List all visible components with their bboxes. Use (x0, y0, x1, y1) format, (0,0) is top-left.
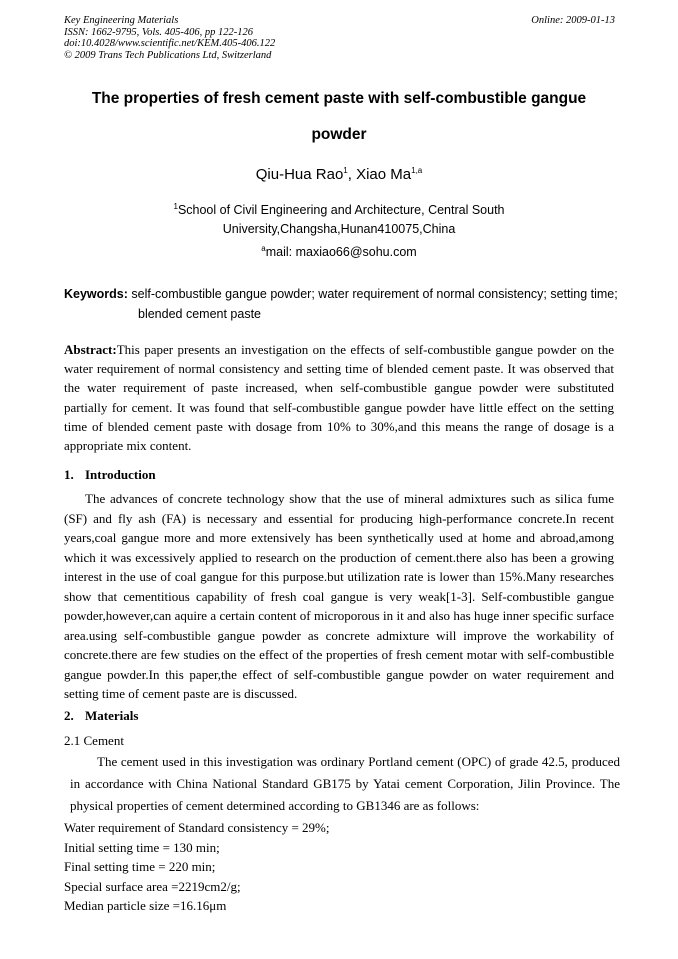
subsection-cement-heading: 2.1 Cement (64, 733, 124, 748)
property-item: Initial setting time = 130 min; (64, 839, 220, 855)
property-item: Final setting time = 220 min; (64, 859, 216, 874)
section-2-number: 2. (64, 708, 74, 723)
doi: doi:10.4028/www.scientific.net/KEM.405-406.122 (64, 38, 276, 49)
email-sup: a (261, 243, 266, 253)
online-date: Online: 2009-01-13 (531, 15, 615, 26)
cement-text: The cement used in this investigation was ordinary Portland cement (OPC) of grade 42.5, produced in accordance with China National Standard GB175 by Yatai cement Corporation, Jilin Province. The physical properties of cement determined according to GB1346 are as follows: (70, 754, 620, 813)
author-2-affil: 1,a (411, 166, 423, 175)
issn: ISSN: 1662-9795, Vols. 405-406, pp 122-126 (64, 26, 253, 38)
authors (60, 166, 618, 183)
journal-name: Key Engineering Materials (64, 15, 179, 26)
introduction-paragraph: The advances of concrete technology show that the use of mineral admixtures such as silica fume (SF) and fly ash (FA) is necessary and essential for producing high-performance concrete.In recent years,coal gangue more and more extensively has been synthetically used at home and abroad,among which it was excessively applied to research on the production of cement.there also has been a growing interest in the use of coal gangue for this purpose.but utilization rate is lower than 15%.Many researches show that cementitious capability of fresh coal gangue is very weak[1-3]. Self-combustible gangue powder,however,can aquire a certain content of microporous in it and also has huge inner specific surface area.using self-combustible gangue powder as concrete admixture will improve the workability of concrete.there are few studies on the effect of the properties of fresh cement motar with self-combustible gangue powder.In this paper,the effect of self-combustible gangue powder on water requirement and setting time of cement paste are is discussed. (64, 491, 614, 701)
paper-title-line2: powder (311, 126, 367, 143)
section-1-title: Introduction (85, 467, 156, 482)
property-item: Water requirement of Standard consistency = 29%; (64, 820, 330, 835)
keywords-line1: self-combustible gangue powder; water requirement of normal consistency; setting time; (127, 287, 618, 301)
journal-header (64, 15, 275, 61)
abstract (64, 340, 614, 455)
cement-paragraph (64, 751, 620, 817)
section-2-heading (64, 708, 138, 724)
copyright: © 2009 Trans Tech Publications Ltd, Switzerland (64, 49, 272, 61)
affiliation-line2: University,Changsha,Hunan410075,China (222, 222, 456, 236)
keywords-line2: blended cement paste (138, 307, 262, 321)
affiliation (60, 201, 618, 239)
author-separator: , (347, 166, 357, 183)
cement-properties-list (64, 818, 329, 916)
abstract-label: Abstract: (64, 342, 117, 357)
abstract-text: This paper presents an investigation on the effects of self-combustible gangue powder on the water requirement of normal consistency and setting time of blended cement paste. It was observed that the water requirement of paste increased, when self-combustible gangue powder were substituted partially for cement. It was found that self-combustible gangue powder have little effect on the setting time of blended cement paste with dosage from 10% to 30%,and this means the range of dosage is a appropriate mix content. (64, 342, 614, 454)
property-item: Median particle size =16.16μm (64, 898, 227, 913)
author-1-affil: 1 (343, 166, 348, 175)
affiliation-line1: School of Civil Engineering and Architecture, Central South (177, 203, 505, 217)
author-2: Xiao Ma (356, 166, 412, 183)
section-1-heading (64, 467, 156, 483)
email (60, 243, 618, 262)
paper-title-line1: The properties of fresh cement paste with self-combustible gangue (91, 90, 587, 107)
keywords-label: Keywords: (64, 287, 128, 301)
keywords (64, 284, 618, 324)
affiliation-sup: 1 (173, 201, 178, 211)
property-item: Special surface area =2219cm2/g; (64, 878, 241, 894)
email-text: mail: maxiao66@sohu.com (265, 245, 417, 259)
author-1: Qiu-Hua Rao (255, 166, 344, 183)
section-2-title: Materials (85, 708, 139, 723)
section-1-number: 1. (64, 467, 74, 482)
